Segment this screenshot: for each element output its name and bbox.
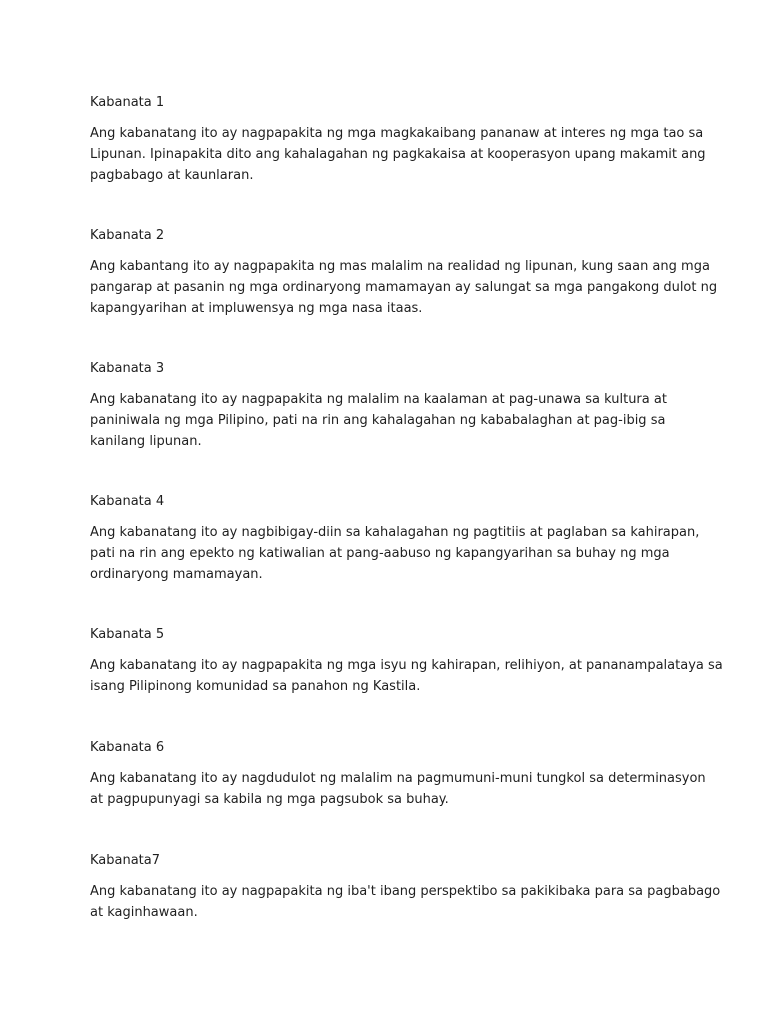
chapter-4-line-1: Ang kabanatang ito ay nagbibigay-diin sa kahalagahan ng pagtitiis at paglaban sa kahirapan, bbox=[90, 525, 700, 540]
chapter-1-line-1: Ang kabanatang ito ay nagpapakita ng mga magkakaibang pananaw at interes ng mga tao sa bbox=[90, 126, 704, 141]
chapter-6-line-1: Ang kabanatang ito ay nagdudulot ng malalim na pagmumuni-muni tungkol sa determinasyon bbox=[90, 771, 706, 786]
chapter-3-line-2: paniniwala ng mga Pilipino, pati na rin ang kahalagahan ng kababalaghan at pag-ibig sa bbox=[90, 413, 666, 428]
chapter-5-summary bbox=[90, 655, 723, 697]
chapter-7-line-1: Ang kabanatang ito ay nagpapakita ng iba't ibang perspektibo sa pakikibaka para sa pagbabago bbox=[90, 884, 721, 899]
chapter-2-line-1: Ang kabantang ito ay nagpapakita ng mas malalim na realidad ng lipunan, kung saan ang mga bbox=[90, 259, 710, 274]
chapter-7-line-2: at kaginhawaan. bbox=[90, 905, 198, 920]
chapter-4-section bbox=[90, 492, 700, 585]
chapter-1-line-2: Lipunan. Ipinapakita dito ang kahalagahan ng pagkakaisa at kooperasyon upang makamit ang bbox=[90, 147, 706, 162]
chapter-6-line-2: at pagpupunyagi sa kabila ng mga pagsubok sa buhay. bbox=[90, 792, 449, 807]
chapter-1-summary bbox=[90, 123, 706, 186]
chapter-6-summary bbox=[90, 768, 706, 810]
chapter-2-line-3: kapangyarihan at impluwensya ng mga nasa itaas. bbox=[90, 301, 423, 316]
chapter-7-summary bbox=[90, 881, 721, 923]
chapter-2-heading: Kabanata 2 bbox=[90, 228, 165, 243]
chapter-3-summary bbox=[90, 389, 690, 452]
chapter-5-line-2: isang Pilipinong komunidad sa panahon ng Kastila. bbox=[90, 679, 421, 694]
chapter-5-section bbox=[90, 625, 723, 697]
chapter-1-line-3: pagbabago at kaunlaran. bbox=[90, 168, 254, 183]
chapter-6-heading: Kabanata 6 bbox=[90, 740, 165, 755]
chapter-4-summary bbox=[90, 522, 700, 585]
chapter-5-heading: Kabanata 5 bbox=[90, 627, 165, 642]
chapter-5-line-1: Ang kabanatang ito ay nagpapakita ng mga isyu ng kahirapan, relihiyon, at pananampalataya sa bbox=[90, 658, 723, 673]
chapter-3-section bbox=[90, 359, 690, 452]
chapter-4-line-3: ordinaryong mamamayan. bbox=[90, 567, 263, 582]
chapter-4-line-2: pati na rin ang epekto ng katiwalian at pang-aabuso ng kapangyarihan sa buhay ng mga bbox=[90, 546, 670, 561]
chapter-2-line-2: pangarap at pasanin ng mga ordinaryong mamamayan ay salungat sa mga pangakong dulot ng bbox=[90, 280, 718, 295]
chapter-4-heading: Kabanata 4 bbox=[90, 494, 165, 509]
chapter-1-heading: Kabanata 1 bbox=[90, 95, 165, 110]
chapter-3-line-1: Ang kabanatang ito ay nagpapakita ng malalim na kaalaman at pag-unawa sa kultura at bbox=[90, 392, 667, 407]
chapter-2-section bbox=[90, 226, 718, 319]
chapter-2-summary bbox=[90, 256, 718, 319]
chapter-3-heading: Kabanata 3 bbox=[90, 361, 165, 376]
chapter-3-line-3: kanilang lipunan. bbox=[90, 434, 202, 449]
chapter-1-section bbox=[90, 93, 706, 186]
chapter-7-section bbox=[90, 851, 721, 923]
chapter-6-section bbox=[90, 738, 706, 810]
chapter-7-heading: Kabanata7 bbox=[90, 853, 161, 868]
